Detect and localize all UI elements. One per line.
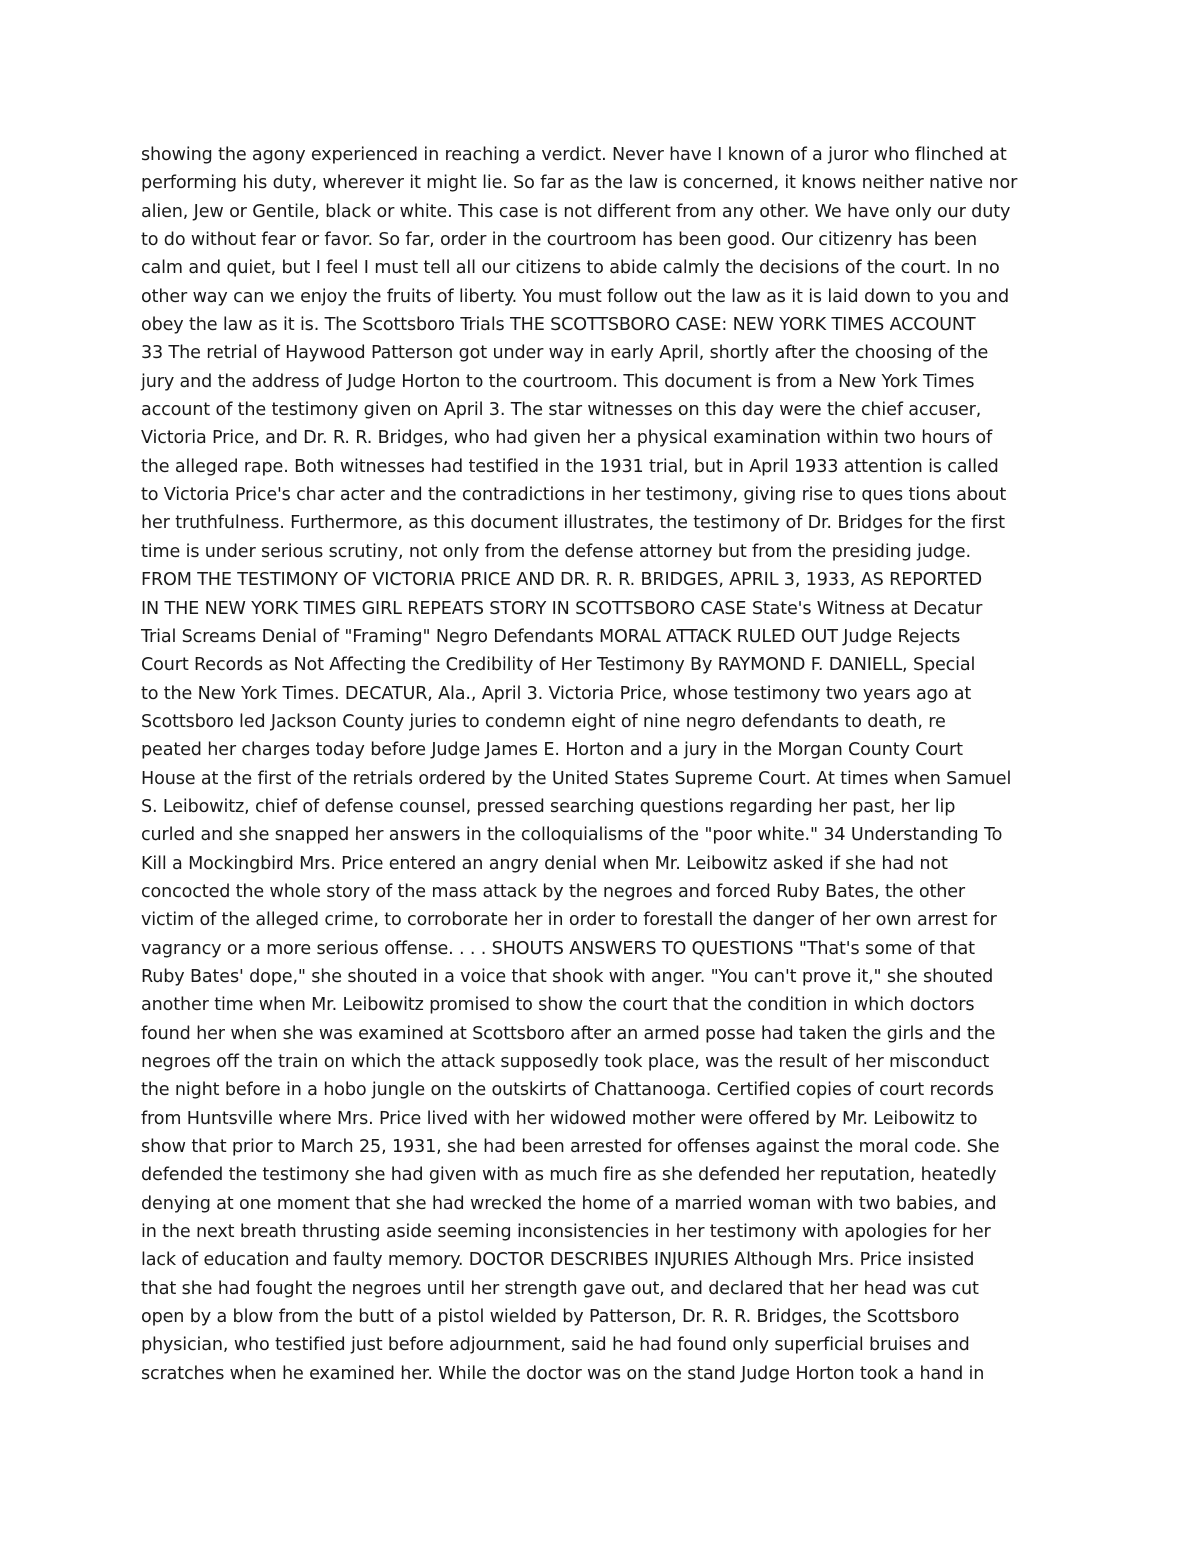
- text-line: to do without fear or favor. So far, order in the courtroom has been good. Our citizenry has been: [141, 230, 978, 251]
- text-line: jury and the address of Judge Horton to the courtroom. This document is from a New York Times: [141, 371, 975, 392]
- text-line: physician, who testified just before adjournment, said he had found only superficial bruises and: [141, 1335, 970, 1356]
- text-line: Trial Screams Denial of "Framing" Negro Defendants MORAL ATTACK RULED OUT Judge Rejects: [141, 626, 961, 647]
- text-line: Kill a Mockingbird Mrs. Price entered an angry denial when Mr. Leibowitz asked if she had not: [141, 853, 948, 874]
- text-line: House at the first of the retrials ordered by the United States Supreme Court. At times when Samuel: [141, 768, 1012, 789]
- text-line: denying at one moment that she had wrecked the home of a married woman with two babies, and: [141, 1193, 997, 1214]
- text-line: show that prior to March 25, 1931, she had been arrested for offenses against the moral code. She: [141, 1137, 1000, 1158]
- text-line: IN THE NEW YORK TIMES GIRL REPEATS STORY IN SCOTTSBORO CASE State's Witness at Decatur: [141, 598, 983, 619]
- text-line: FROM THE TESTIMONY OF VICTORIA PRICE AND DR. R. R. BRIDGES, APRIL 3, 1933, AS REPORTED: [141, 570, 983, 591]
- text-line: Scottsboro led Jackson County juries to condemn eight of nine negro defendants to death, re: [141, 711, 946, 732]
- text-line: time is under serious scrutiny, not only from the defense attorney but from the presiding judge.: [141, 541, 971, 562]
- text-line: to the New York Times. DECATUR, Ala., April 3. Victoria Price, whose testimony two years ago at: [141, 683, 972, 704]
- text-line: showing the agony experienced in reaching a verdict. Never have I known of a juror who flinched at: [141, 145, 1007, 165]
- text-line: Victoria Price, and Dr. R. R. Bridges, who had given her a physical examination within two hours of: [141, 428, 993, 449]
- text-line: defended the testimony she had given with as much fire as she defended her reputation, heatedly: [141, 1165, 997, 1186]
- text-line: the alleged rape. Both witnesses had testified in the 1931 trial, but in April 1933 attention is called: [141, 456, 999, 477]
- text-line: negroes off the train on which the attack supposedly took place, was the result of her misconduct: [141, 1052, 990, 1072]
- text-line: concocted the whole story of the mass attack by the negroes and forced Ruby Bates, the other: [141, 881, 965, 902]
- text-line: account of the testimony given on April 3. The star witnesses on this day were the chief accuser,: [141, 400, 982, 421]
- text-line: found her when she was examined at Scottsboro after an armed posse had taken the girls and the: [141, 1023, 996, 1044]
- text-line: that she had fought the negroes until her strength gave out, and declared that her head was cut: [141, 1278, 979, 1299]
- text-line: to Victoria Price's char acter and the contradictions in her testimony, giving rise to ques tions about: [141, 485, 1007, 506]
- text-line: calm and quiet, but I feel I must tell all our citizens to abide calmly the decisions of the court. In no: [141, 258, 1000, 279]
- text-line: 33 The retrial of Haywood Patterson got under way in early April, shortly after the choosing of the: [141, 343, 989, 364]
- text-line: in the next breath thrusting aside seeming inconsistencies in her testimony with apologies for her: [141, 1222, 991, 1243]
- text-line: other way can we enjoy the fruits of liberty. You must follow out the law as it is laid down to you and: [141, 286, 1010, 307]
- text-line: lack of education and faulty memory. DOCTOR DESCRIBES INJURIES Although Mrs. Price insisted: [141, 1250, 975, 1271]
- text-line: peated her charges today before Judge James E. Horton and a jury in the Morgan County Court: [141, 740, 963, 761]
- text-line: alien, Jew or Gentile, black or white. This case is not different from any other. We have only our duty: [141, 201, 1011, 222]
- text-line: performing his duty, wherever it might lie. So far as the law is concerned, it knows neither native nor: [141, 173, 1018, 194]
- body-paragraph: [141, 141, 1071, 1388]
- text-line: Ruby Bates' dope," she shouted in a voice that shook with anger. "You can't prove it," she shouted: [141, 966, 994, 987]
- text-line: her truthfulness. Furthermore, as this document illustrates, the testimony of Dr. Bridges for the first: [141, 513, 1005, 534]
- text-line: another time when Mr. Leibowitz promised to show the court that the condition in which doctors: [141, 995, 975, 1016]
- text-line: victim of the alleged crime, to corroborate her in order to forestall the danger of her own arrest for: [141, 910, 997, 931]
- text-line: obey the law as it is. The Scottsboro Trials THE SCOTTSBORO CASE: NEW YORK TIMES ACCOUNT: [141, 315, 976, 336]
- text-line: the night before in a hobo jungle on the outskirts of Chattanooga. Certified copies of court records: [141, 1080, 994, 1101]
- text-line: scratches when he examined her. While the doctor was on the stand Judge Horton took a hand in: [141, 1363, 985, 1384]
- text-line: open by a blow from the butt of a pistol wielded by Patterson, Dr. R. R. Bridges, the Scottsboro: [141, 1307, 960, 1328]
- text-line: curled and she snapped her answers in the colloquialisms of the "poor white." 34 Understanding To: [141, 825, 1003, 846]
- text-line: vagrancy or a more serious offense. . . . SHOUTS ANSWERS TO QUESTIONS "That's some of that: [141, 938, 975, 959]
- text-line: S. Leibowitz, chief of defense counsel, pressed searching questions regarding her past, her lip: [141, 796, 956, 817]
- text-line: Court Records as Not Affecting the Credibility of Her Testimony By RAYMOND F. DANIELL, Special: [141, 655, 976, 676]
- text-line: from Huntsville where Mrs. Price lived with her widowed mother were offered by Mr. Leibowitz to: [141, 1108, 978, 1129]
